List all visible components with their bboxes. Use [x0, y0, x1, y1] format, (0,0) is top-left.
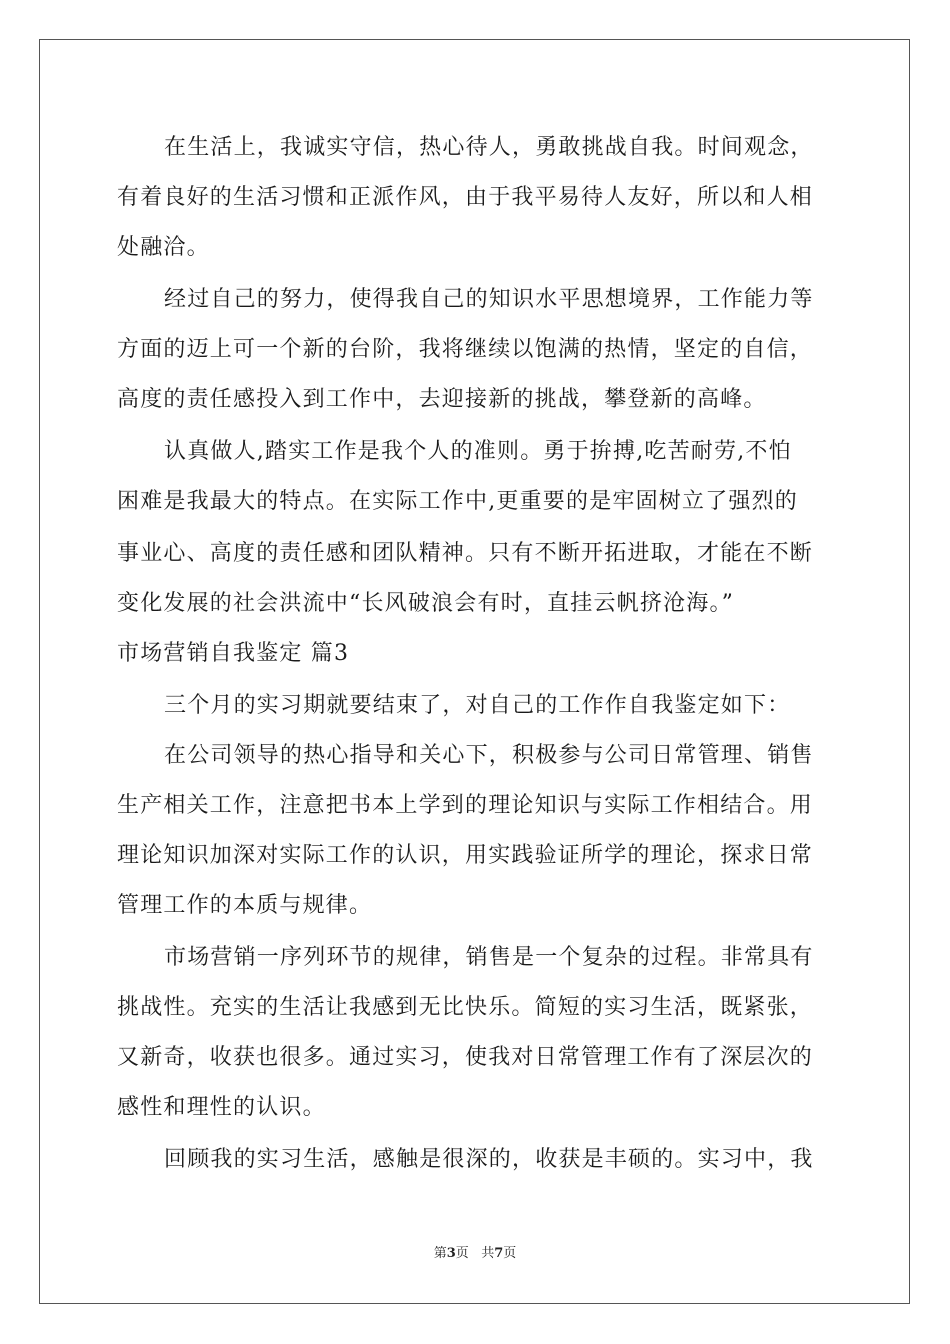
page-footer	[0, 1245, 950, 1263]
footer-total-prefix: 共	[481, 1246, 495, 1261]
paragraph-line: 感性和理性的认识。	[117, 1095, 326, 1120]
footer-page-number: 3	[446, 1246, 456, 1261]
paragraph-line: 管理工作的本质与规律。	[117, 893, 373, 918]
paragraph-line: 生产相关工作，注意把书本上学到的理论知识与实际工作相结合。用	[117, 793, 814, 818]
paragraph-line: 有着良好的生活习惯和正派作风，由于我平易待人友好，所以和人相	[117, 185, 814, 210]
paragraph-line: 挑战性。充实的生活让我感到无比快乐。简短的实习生活，既紧张，	[117, 995, 814, 1020]
footer-page-prefix: 第	[433, 1246, 447, 1261]
footer-page-suffix: 页	[455, 1246, 469, 1261]
paragraph-line: 在生活上，我诚实守信，热心待人，勇敢挑战自我。时间观念，	[164, 135, 814, 160]
paragraph-line: 变化发展的社会洪流中“长风破浪会有时，直挂云帆挤沧海。”	[117, 591, 735, 616]
section-heading: 市场营销自我鉴定 篇3	[117, 641, 350, 666]
paragraph-line: 困难是我最大的特点。在实际工作中,更重要的是牢固树立了强烈的	[117, 489, 798, 514]
paragraph-line: 事业心、高度的责任感和团队精神。只有不断开拓进取，才能在不断	[117, 541, 814, 566]
paragraph-line: 高度的责任感投入到工作中，去迎接新的挑战，攀登新的高峰。	[117, 387, 767, 412]
paragraph-line: 在公司领导的热心指导和关心下，积极参与公司日常管理、销售	[164, 743, 814, 768]
footer-total-pages: 7	[494, 1246, 504, 1261]
paragraph-line: 回顾我的实习生活，感触是很深的，收获是丰硕的。实习中，我	[164, 1147, 814, 1172]
footer-total-suffix: 页	[503, 1246, 517, 1261]
paragraph-line: 处融洽。	[117, 235, 210, 260]
paragraph-line: 认真做人,踏实工作是我个人的准则。勇于拚搏,吃苦耐劳,不怕	[164, 439, 792, 464]
paragraph-line: 经过自己的努力，使得我自己的知识水平思想境界，工作能力等	[164, 287, 814, 312]
paragraph-line: 方面的迈上可一个新的台阶，我将继续以饱满的热情，坚定的自信，	[117, 337, 814, 362]
paragraph-line: 三个月的实习期就要结束了，对自己的工作作自我鉴定如下：	[164, 693, 791, 718]
paragraph-line: 市场营销一序列环节的规律，销售是一个复杂的过程。非常具有	[164, 945, 814, 970]
paragraph-line: 理论知识加深对实际工作的认识，用实践验证所学的理论，探求日常	[117, 843, 814, 868]
paragraph-line: 又新奇，收获也很多。通过实习，使我对日常管理工作有了深层次的	[117, 1045, 814, 1070]
